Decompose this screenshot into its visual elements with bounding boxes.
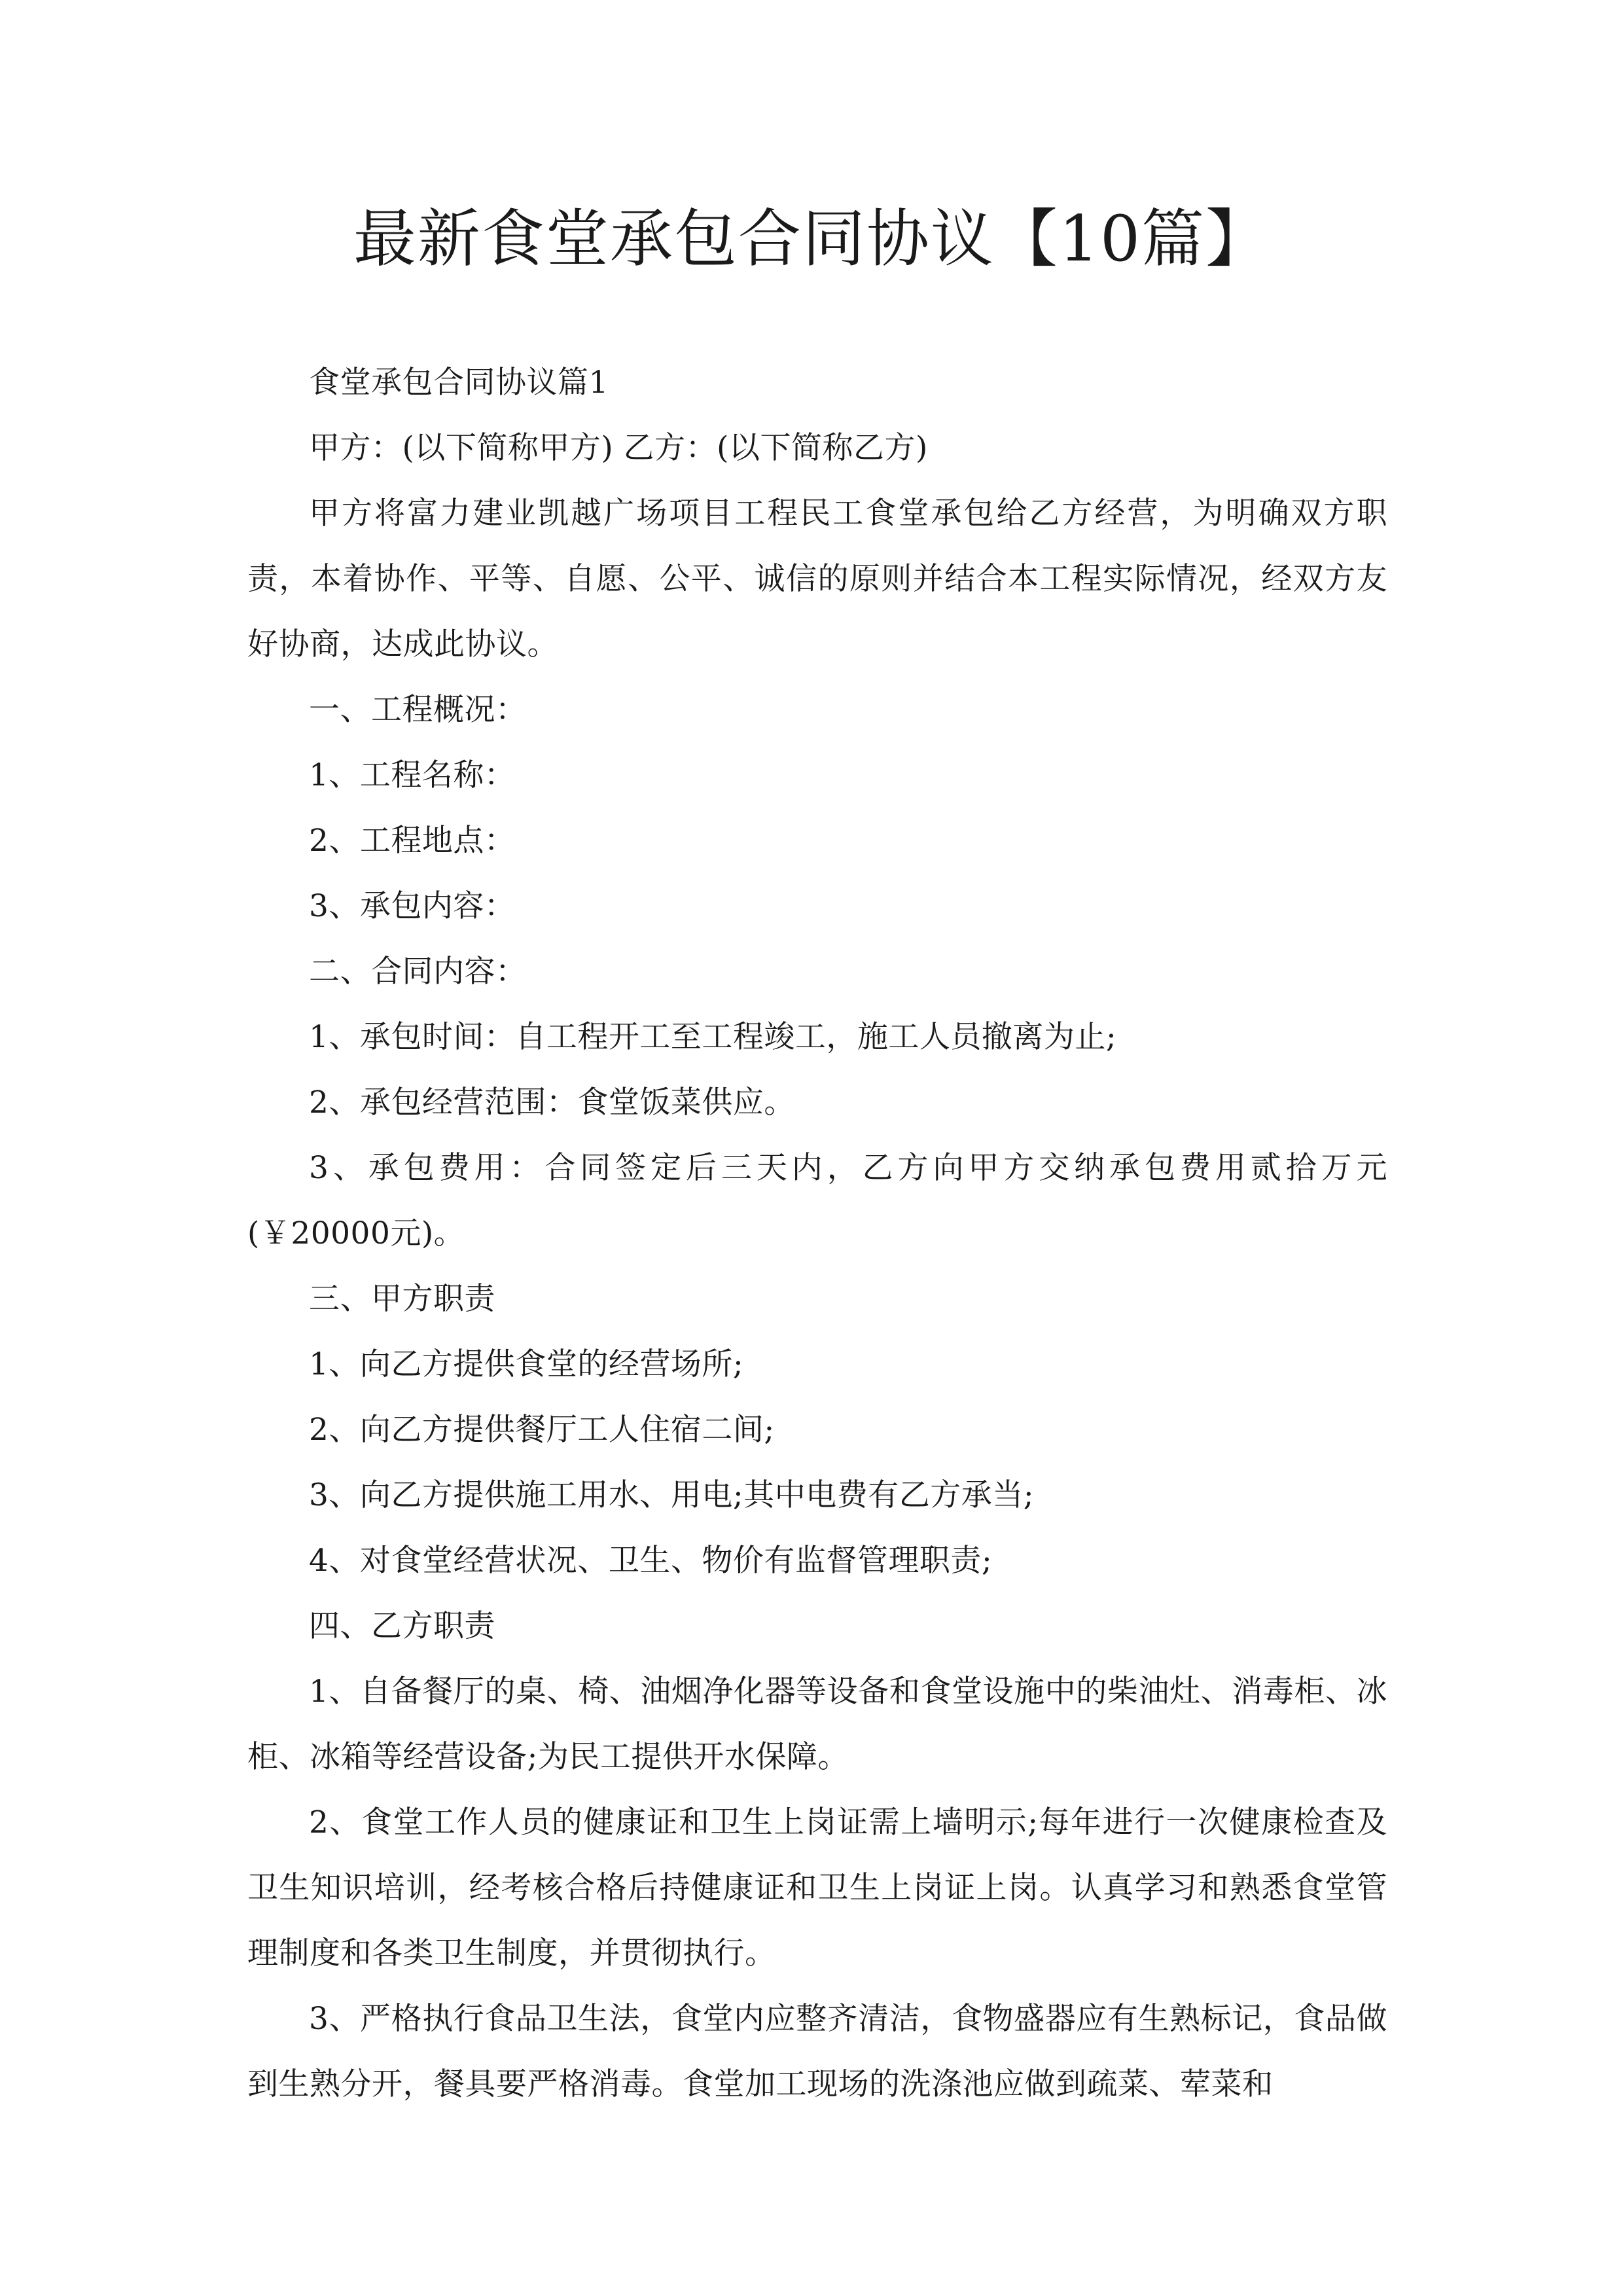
- clause-item: 3、承包费用：合同签定后三天内，乙方向甲方交纳承包费用贰拾万元(￥20000元)。: [247, 1150, 1387, 1251]
- intro-paragraph: 甲方将富力建业凯越广场项目工程民工食堂承包给乙方经营，为明确双方职责，本着协作、平等、自愿、公平、诚信的原则并结合本工程实际情况，经双方友好协商，达成此协议。: [247, 495, 1387, 662]
- clause-item: 2、食堂工作人员的健康证和卫生上岗证需上墙明示;每年进行一次健康检查及卫生知识培训，经考核合格后持健康证和卫生上岗证上岗。认真学习和熟悉食堂管理制度和各类卫生制度，并贯彻执行。: [247, 1804, 1387, 1971]
- clause-item: 2、工程地点：: [309, 823, 516, 859]
- document-title: 最新食堂承包合同协议【10篇】: [353, 202, 1270, 276]
- clause-item: 3、严格执行食品卫生法，食堂内应整齐清洁，食物盛器应有生熟标记，食品做到生熟分开，餐具要严格消毒。食堂加工现场的洗涤池应做到疏菜、荤菜和: [247, 2001, 1387, 2102]
- clause-item: 2、向乙方提供餐厅工人住宿二间;: [309, 1412, 775, 1448]
- clause-item: 4、对食堂经营状况、卫生、物价有监督管理职责;: [309, 1543, 993, 1579]
- clause-item: 1、自备餐厅的桌、椅、油烟净化器等设备和食堂设施中的柴油灶、消毒柜、冰柜、冰箱等经营设备;为民工提供开水保障。: [247, 1674, 1387, 1775]
- clause-heading: 三、甲方职责: [309, 1281, 495, 1317]
- clause-item: 3、向乙方提供施工用水、用电;其中电费有乙方承当;: [309, 1477, 1035, 1513]
- clause-heading: 一、工程概况：: [309, 692, 527, 728]
- clause-heading: 二、合同内容：: [309, 954, 527, 990]
- clause-item: 1、工程名称：: [309, 757, 516, 793]
- section-heading: 食堂承包合同协议篇1: [309, 365, 609, 401]
- parties-line: 甲方：(以下简称甲方) 乙方：(以下简称乙方): [309, 430, 928, 466]
- clause-item: 1、向乙方提供食堂的经营场所;: [309, 1346, 744, 1382]
- clause-item: 3、承包内容：: [309, 888, 516, 924]
- document-body: [247, 350, 1387, 2117]
- clause-item: 2、承包经营范围：食堂饭菜供应。: [309, 1085, 795, 1121]
- clause-heading: 四、乙方职责: [309, 1608, 495, 1644]
- clause-item: 1、承包时间：自工程开工至工程竣工，施工人员撤离为止;: [309, 1019, 1117, 1055]
